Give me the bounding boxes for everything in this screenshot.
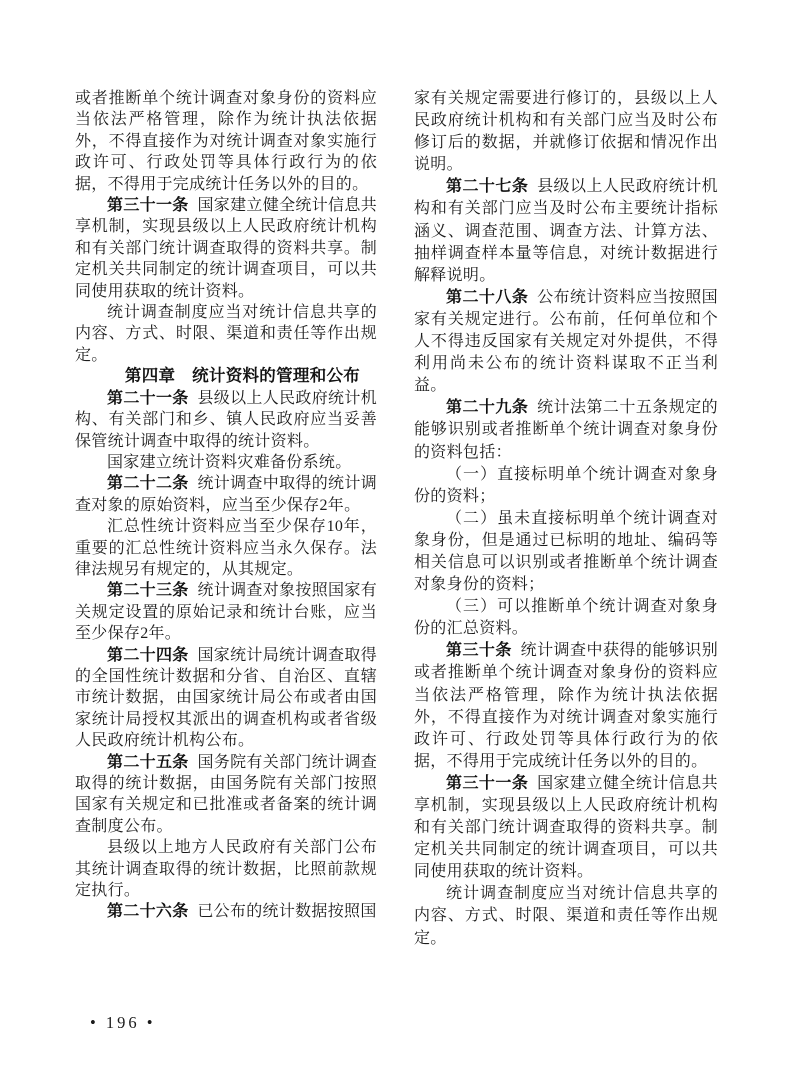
page-number: • 196 •	[90, 1013, 156, 1032]
paragraph-article-22	[75, 473, 377, 516]
paragraph	[75, 302, 377, 366]
paragraph-article-24	[75, 645, 377, 752]
chapter-heading-text: 第四章 统计资料的管理和公布	[124, 367, 361, 386]
paragraph-continuation	[414, 88, 718, 176]
paragraph-text: 统计法第二十五条规定的能够识别或者推断单个统计调查对象身份的资料包括：	[414, 399, 718, 461]
paragraph-text: 县级以上地方人民政府有关部门公布其统计调查取得的统计数据，比照前款规定执行。	[75, 839, 377, 900]
paragraph-article-27	[414, 176, 718, 286]
article-lead: 第二十四条	[107, 646, 189, 664]
article-lead: 第二十一条	[107, 389, 189, 407]
list-item-3	[414, 596, 718, 640]
paragraph-text: 已公布的统计数据按照国	[197, 903, 377, 921]
paragraph	[75, 837, 377, 901]
list-item-2	[414, 508, 718, 596]
paragraph-text: 县级以上人民政府统计机构、有关部门和乡、镇人民政府应当妥善保管统计调查中取得的统计资料。	[75, 389, 377, 450]
list-item-1	[414, 464, 718, 508]
paragraph-text: 国家统计局统计调查取得的全国性统计数据和分省、自治区、直辖市统计数据，由国家统计局公布或者由国家统计局授权其派出的调查机构或者省级人民政府统计机构公布。	[75, 646, 377, 750]
chapter-heading	[75, 366, 377, 387]
paragraph-text: 国家建立统计资料灾难备份系统。	[107, 453, 352, 471]
paragraph-text: 或者推断单个统计调查对象身份的资料应当依法严格管理，除作为统计执法依据外，不得直接作为对统计调查对象实施行政许可、行政处罚等具体行政行为的依据，不得用于完成统计任务以外的目的。	[75, 90, 377, 193]
paragraph-article-23	[75, 580, 377, 644]
paragraph-article-31	[75, 195, 377, 302]
article-lead: 第三十一条	[107, 197, 189, 215]
paragraph-text: 汇总性统计资料应当至少保存10年，重要的汇总性统计资料应当永久保存。法律法规另有规定的，从其规定。	[75, 518, 377, 578]
paragraph	[75, 516, 377, 580]
paragraph-text: 统计调查中取得的统计调查对象的原始资料，应当至少保存2年。	[75, 475, 377, 514]
paragraph-text: 国家建立健全统计信息共享机制，实现县级以上人民政府统计机构和有关部门统计调查取得的资料共享。制定机关共同制定的统计调查项目，可以共同使用获取的统计资料。	[75, 197, 377, 300]
article-lead: 第二十七条	[446, 178, 529, 196]
article-lead: 第三十一条	[446, 774, 529, 792]
paragraph-text: （一）直接标明单个统计调查对象身份的资料；	[414, 465, 718, 505]
article-lead: 第二十二条	[107, 475, 189, 493]
paragraph-article-26	[75, 901, 377, 922]
text-column-left	[75, 88, 377, 923]
paragraph-article-21	[75, 388, 377, 452]
paragraph-text: 统计调查中获得的能够识别或者推断单个统计调查对象身份的资料应当依法严格管理，除作为统计执法依据外，不得直接作为对统计调查对象实施行政许可、行政处罚等具体行政行为的依据，不得用于完成统计任务以外的目的。	[414, 642, 718, 770]
paragraph-text: 家有关规定需要进行修订的，县级以上人民政府统计机构和有关部门应当及时公布修订后的数据，并就修订依据和情况作出说明。	[414, 90, 718, 174]
article-lead: 第三十条	[446, 642, 512, 660]
paragraph-article-31	[414, 773, 718, 883]
paragraph	[414, 883, 718, 949]
paragraph-article-25	[75, 752, 377, 838]
text-column-right	[414, 88, 718, 950]
article-lead: 第二十九条	[446, 399, 529, 417]
paragraph-text: 县级以上人民政府统计机构和有关部门应当及时公布主要统计指标涵义、调查范围、调查方法、计算方法、抽样调查样本量等信息，对统计数据进行解释说明。	[414, 178, 718, 284]
article-lead: 第二十五条	[107, 753, 189, 771]
paragraph-text: 公布统计资料应当按照国家有关规定进行。公布前，任何单位和个人不得违反国家有关规定对外提供，不得利用尚未公布的统计资料谋取不正当利益。	[414, 288, 718, 395]
paragraph-text: 国务院有关部门统计调查取得的统计数据，由国务院有关部门按照国家有关规定和已批准或者备案的统计调查制度公布。	[75, 753, 377, 835]
paragraph-text: 统计调查对象按照国家有关规定设置的原始记录和统计台账，应当至少保存2年。	[75, 582, 377, 643]
paragraph-continuation	[75, 88, 377, 195]
article-lead: 第二十三条	[107, 582, 189, 600]
paragraph-text: 统计调查制度应当对统计信息共享的内容、方式、时限、渠道和责任等作出规定。	[414, 885, 718, 947]
paragraph-text: 统计调查制度应当对统计信息共享的内容、方式、时限、渠道和责任等作出规定。	[75, 304, 377, 364]
paragraph-article-28	[414, 287, 718, 397]
paragraph-article-30	[414, 640, 718, 773]
paragraph-article-29	[414, 397, 718, 463]
article-lead: 第二十八条	[446, 288, 529, 306]
article-lead: 第二十六条	[107, 903, 189, 921]
paragraph-text: （二）虽未直接标明单个统计调查对象身份，但是通过已标明的地址、编码等相关信息可以识别或者推断单个统计调查对象身份的资料；	[414, 509, 718, 594]
paragraph	[75, 452, 377, 473]
paragraph-text: 国家建立健全统计信息共享机制，实现县级以上人民政府统计机构和有关部门统计调查取得的资料共享。制定机关共同制定的统计调查项目，可以共同使用获取的统计资料。	[414, 774, 718, 881]
paragraph-text: （三）可以推断单个统计调查对象身份的汇总资料。	[414, 598, 718, 638]
